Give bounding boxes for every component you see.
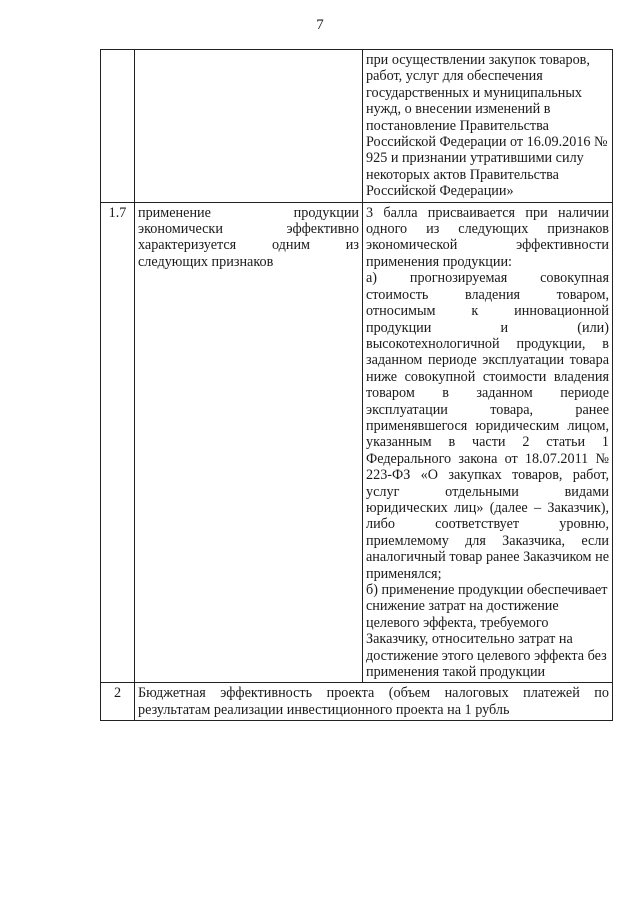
table-row — [101, 50, 613, 203]
criterion-cell — [135, 50, 363, 203]
table-row — [101, 202, 613, 683]
description-cell — [363, 202, 613, 683]
row-number-cell: 1.7 — [101, 202, 135, 683]
description-paragraph: б) применение продукции обеспечивает снижение затрат на достижение целевого эффекта, требуемого Заказчику, относительно затрат на достижение этого целевого эффекта без применения такой продукции — [366, 582, 608, 681]
table-row — [101, 683, 613, 721]
criterion-cell: применение продукции экономически эффективно характеризуется одним из следующих признаков — [135, 202, 363, 683]
row-number-cell — [101, 50, 135, 203]
page-number: 7 — [316, 17, 324, 33]
criteria-table — [100, 49, 613, 721]
description-paragraph: а) прогнозируемая совокупная стоимость владения товаром, относимым к инновационной продукции и (или) высокотехнологичной продукции, в заданном периоде эксплуатации товара ниже совокупной стоимости владения товаром в заданном периоде эксплуатации товара, ранее применявшегося юридическим лицом, указанным в части 2 статьи 1 Федерального закона от 18.07.2011 № 223-ФЗ «О закупках товаров, работ, услуг отдельными видами юридических лиц» (далее – Заказчик), либо соответствует уровню, приемлемому для Заказчика, если аналогичный товар ранее Заказчиком не применялся; — [366, 270, 609, 582]
description-paragraph: при осуществлении закупок товаров, работ, услуг для обеспечения государственных и муниципальных нужд, о внесении изменений в постановление Правительства Российской Федерации от 16.09.2016 № 925 и признании утратившими силу некоторых актов Правительства Российской Федерации» — [366, 52, 608, 200]
row-number-cell: 2 — [101, 683, 135, 721]
section-heading-cell: Бюджетная эффективность проекта (объем налоговых платежей по результатам реализации инвестиционного проекта на 1 рубль — [135, 683, 613, 721]
description-cell — [363, 50, 613, 203]
description-paragraph: 3 балла присваивается при наличии одного из следующих признаков экономической эффективности применения продукции: — [366, 204, 609, 270]
